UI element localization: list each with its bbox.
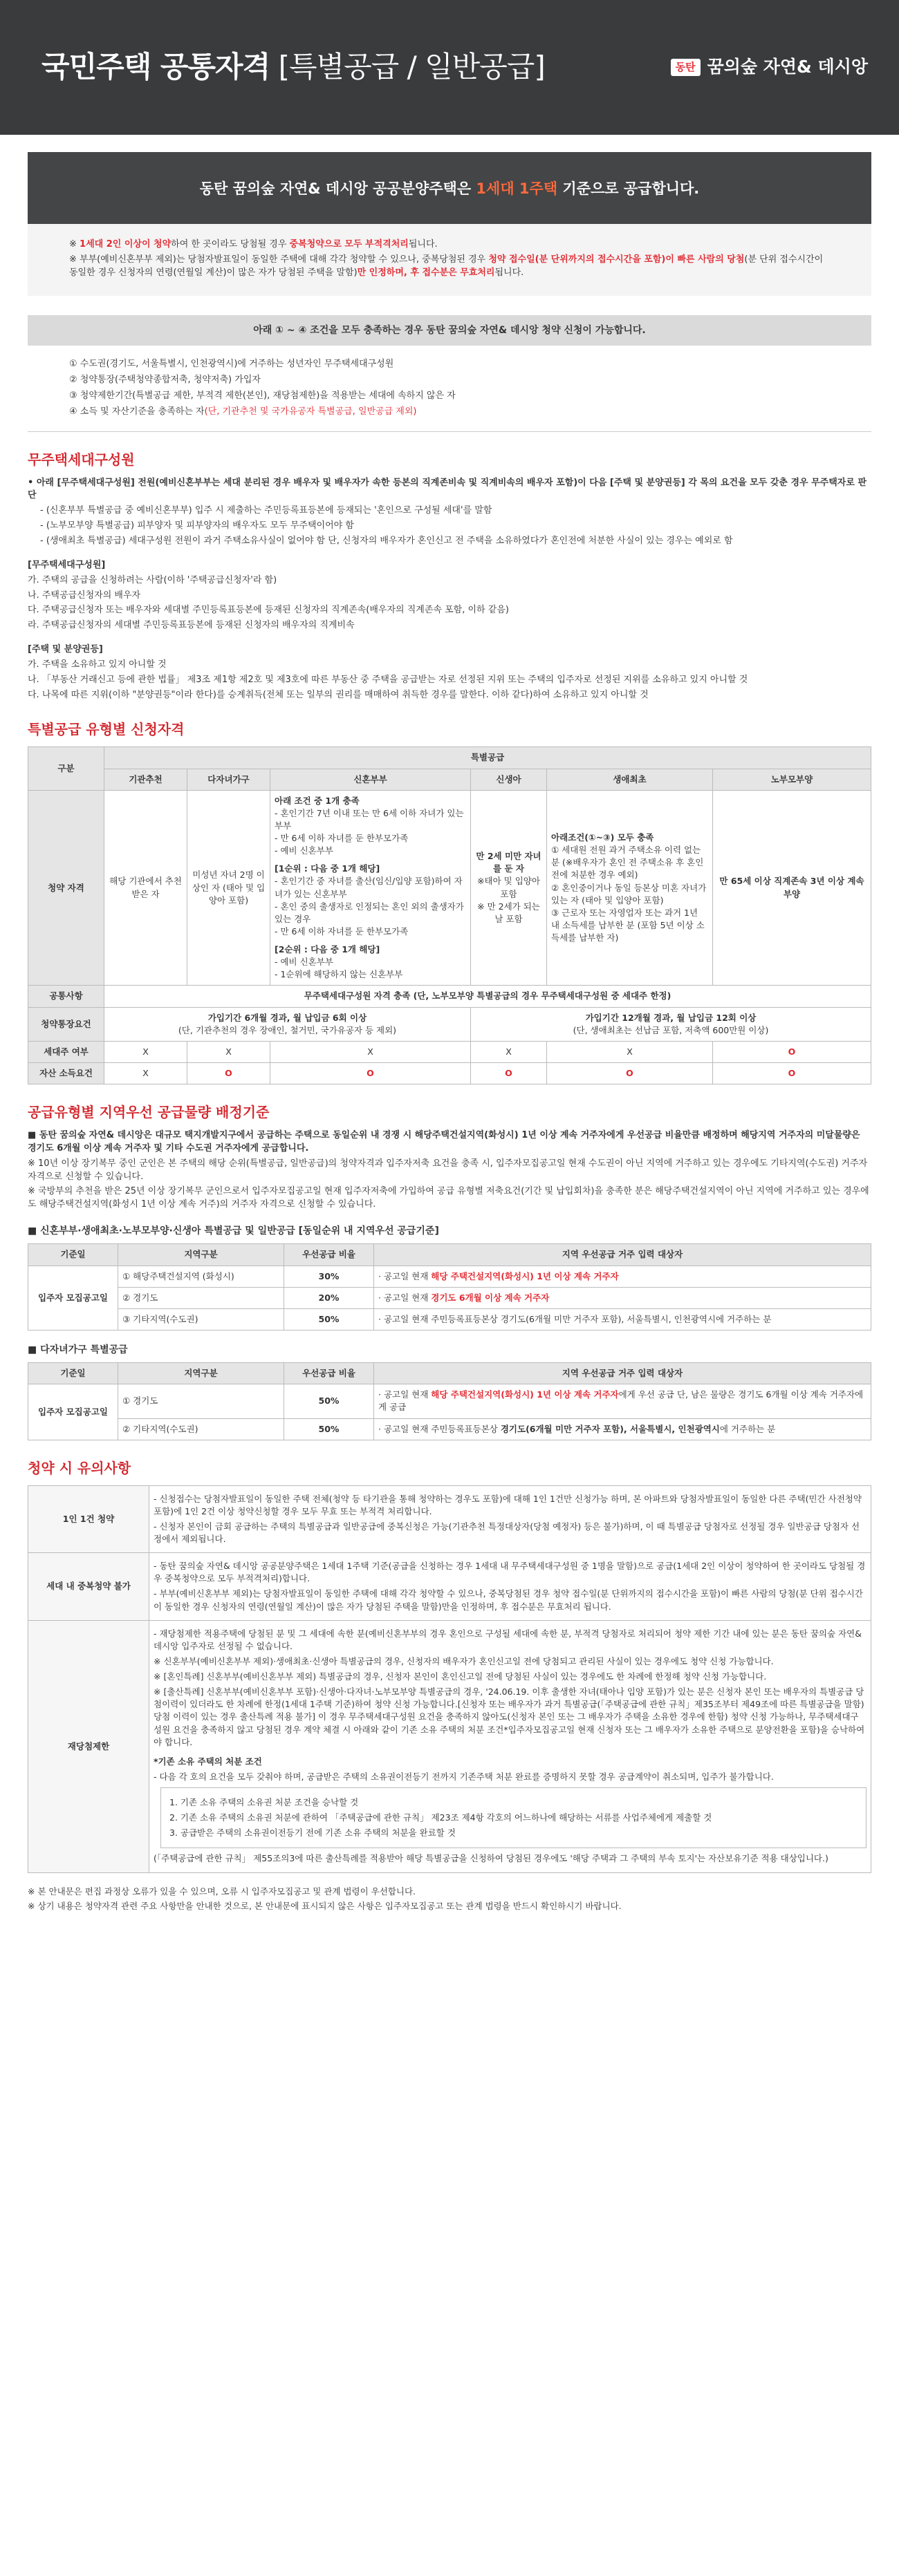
conditions-head: 아래 ① ~ ④ 조건을 모두 충족하는 경우 동탄 꿈의숲 자연& 데시앙 청약 신청이 가능합니다. [28,315,871,346]
table-cell: - 신청접수는 당첨자발표일이 동일한 주택 전체(청약 등 타기관을 통해 청약하는 경우도 포함)에 대해 1인 1건만 신청가능 하며, 본 아파트와 당첨자발표일이 동일한 다른 주택(민간 사전청약포함)에 1인 2건 이상 청약신청할 경우 모두 무효 또는 부적격 처리합니다. - 신청자 본인이 금회 공급하는 주택의 특별공급과 일반공급에 중복신청은 가능(기관추천 특정대상자(당첨 예정자) 등은 불가)하며, 이 때 특별공급 당첨자로 선정될 경우 일반공급 당첨자 선정에서 제외됩니다. [149,1485,871,1553]
list-item: 가. 주택을 소유하고 있지 아니할 것 [28,659,167,670]
conditions-panel [28,315,871,432]
table-cell: 아래 조건 중 1개 충족 - 혼인기간 7년 이내 또는 만 6세 이하 자녀가 있는 부부 - 만 6세 이하 자녀를 둔 한부모가족 - 예비 신혼부부 [1순위 : 다음 중 1개 해당] - 혼인기간 중 자녀를 출산(임신/입양 포함)하여 자녀가 있는 신혼부부 - 혼인 중의 출생자로 인정되는 혼인 외의 출생자가 있는 경우 - 만 6세 이하 자녀를 둔 한부모가족 [2순위 : 다음 중 1개 해당] - 예비 신혼부부 - 1순위에 해당하지 않는 신혼부부 [270,790,471,986]
table-cell: ③ 기타지역(수도권) [118,1308,284,1330]
section-special-supply [28,720,871,1084]
section-title: 공급유형별 지역우선 공급물량 배정기준 [28,1104,270,1121]
row-label: 세대 내 중복청약 불가 [28,1553,149,1621]
table-cell: 만 65세 이상 직계존속 3년 이상 계속 부양 [713,790,871,986]
table-header: 구분 [28,747,104,790]
table-row [28,790,871,986]
row-label: 1인 1건 청약 [28,1485,149,1553]
table-cell: 무주택세대구성원 자격 충족 (단, 노부모부양 특별공급의 경우 무주택세대구성원 중 세대주 한정) [104,986,871,1007]
table-cell: ② 기타지역(수도권) [118,1418,284,1440]
table-header: 생애최초 [547,769,713,790]
section-homeless [28,450,871,702]
table-row [28,1041,871,1062]
table-cell: ② 경기도 [118,1287,284,1308]
page-title: 국민주택 공통자격 [특별공급 / 일반공급] [41,50,545,84]
table-row [28,1418,871,1440]
condition-box: 1. 기존 소유 주택의 소유권 처분 조건을 승낙할 것 2. 기존 소유 주택의 소유권 처분에 관하여 「주택공급에 관한 규칙」 제23조 제4항 각호의 어느하나에 해당하는 서류를 사업주체에게 제출할 것 3. 공급받은 주택의 소유권이전등기 전에 기존 소유 주택의 처분을 완료할 것 [160,1787,866,1848]
table-row [28,1062,871,1084]
table-header: 기준일 [28,1363,118,1384]
table-cell: 50% [284,1308,374,1330]
table-cell: O [713,1062,871,1084]
table-cell: 입주자 모집공고일 [28,1266,118,1330]
row-label: 공통사항 [28,986,104,1007]
table-cell: X [471,1041,547,1062]
footer-note: ※ 상기 내용은 청약자격 관련 주요 사항만을 안내한 것으로, 본 안내문에 표시되지 않은 사항은 입주자모집공고 또는 관계 법령을 반드시 확인하시기 바랍니다. [28,1900,622,1911]
table-header: 노부모부양 [713,769,871,790]
table-cell: 20% [284,1287,374,1308]
brand [671,55,868,79]
table-cell: O [187,1062,270,1084]
summary-panel [28,152,871,296]
page-header [0,0,899,135]
table-cell: 입주자 모집공고일 [28,1384,118,1440]
section-precautions [28,1458,871,1873]
table-row [28,1308,871,1330]
footer-note: ※ 본 안내문은 편집 과정상 오류가 있을 수 있으며, 오류 시 입주자모집공고 및 관계 법령이 우선합니다. [28,1886,416,1897]
table-cell: 만 2세 미만 자녀를 둔 자 ※태아 및 입양아 포함 ※ 만 2세가 되는 날 포함 [471,790,547,986]
condition-item: ② 청약통장(주택청약종합저축, 청약저축) 가입자 [69,375,261,386]
summary-note-1: ※ 1세대 2인 이상이 청약하여 한 곳이라도 당첨될 경우 중복청약으로 모두 부적격처리됩니다. [69,239,438,250]
list-item: 나. 주택공급신청자의 배우자 [28,590,141,601]
table-cell: · 공고일 현재 경기도 6개월 이상 계속 거주자 [374,1287,871,1308]
table-cell: · 공고일 현재 해당 주택건설지역(화성시) 1년 이상 계속 거주자에게 우선 공급 단, 남은 물량은 경기도 6개월 이상 계속 거주자에게 공급 [374,1384,871,1418]
table-cell: 가입기간 6개월 경과, 월 납입금 6회 이상 (단, 기관추천의 경우 장애인, 철거민, 국가유공자 등 제외) [104,1007,471,1041]
subhead: [주택 및 분양권등] [28,644,103,655]
row-label: 청약통장요건 [28,1007,104,1041]
table-cell: - 동탄 꿈의숲 자연& 데시앙 공공분양주택은 1세대 1주택 기준(공급을 신청하는 경우 1세대 내 무주택세대구성원 중 1명을 말함)으로 공급(1세대 2인 이상이 청약하여 한 곳이라도 당첨될 경우 중복청약으로 모두 부적격처리)합니다. - 부부(예비신혼부부 제외)는 당첨자발표일이 동일한 주택에 대해 각각 청약할 수 있으나, 중복당첨된 경우 청약 접수일(분 단위까지의 접수시간을 포함)이 빠른 사람의 당첨(분 단위 접수시간이 동일한 경우 신청자의 연령(연월일 계산)이 많은 자가 당첨된 주택을 말함)만을 인정하며, 후 접수분은 무효처리 됩니다. [149,1553,871,1621]
brand-badge: 동탄 [671,59,701,77]
table-cell: X [547,1041,713,1062]
table-header: 지역 우선공급 거주 입력 대상자 [374,1244,871,1266]
table-cell: X [270,1041,471,1062]
subhead: [무주택세대구성원] [28,559,106,570]
table-cell: O [270,1062,471,1084]
table-row [28,1485,871,1553]
row-label: 자산 소득요건 [28,1062,104,1084]
footer-notes [28,1886,871,1912]
table-cell: · 공고일 현재 해당 주택건설지역(화성시) 1년 이상 계속 거주자 [374,1266,871,1287]
section-body [28,477,871,702]
row-label: 청약 자격 [28,790,104,986]
row-label: 재당첨제한 [28,1620,149,1872]
table-header: 기관추천 [104,769,187,790]
table-header: 신혼부부 [270,769,471,790]
lead-text: • 아래 [무주택세대구성원] 전원(예비신혼부부는 세대 분리된 경우 배우자 및 배우자가 속한 등본의 직계존비속 및 직계비속의 배우자 포함)이 다음 [주택 및 분양권등] 각 목의 요건을 모두 갖춘 경우 무주택자로 판단 [28,477,866,501]
regional-table-1 [28,1243,871,1331]
table-cell: O [547,1062,713,1084]
summary-headline: 동탄 꿈의숲 자연& 데시앙 공공분양주택은 1세대 1주택 기준으로 공급합니다. [28,152,871,224]
section-regional-priority [28,1102,871,1440]
table-row [28,1266,871,1287]
condition-item: ① 수도권(경기도, 서울특별시, 인천광역시)에 거주하는 성년자인 무주택세대구성원 [69,359,394,370]
table-header: 지역 우선공급 거주 입력 대상자 [374,1363,871,1384]
note-text: ※ 국방부의 추천을 받은 25년 이상 장기복무 군인으로서 입주자모집공고일 현재 입주자저축에 가입하여 공급 유형별 저축요건(기간 및 납입회차)을 충족한 분은 해당주택건설지역이 아닌 지역에 거주하고 있는 경우에도 해당주택건설지역(화성시 1년 이상 계속 거주)의 거주자 자격으로 신청할 수 있습니다. [28,1186,869,1210]
table-row [28,1287,871,1308]
table-cell: O [471,1062,547,1084]
table-cell: O [713,1041,871,1062]
table-row [28,1553,871,1621]
list-item: 다. 나목에 따른 지위(이하 "분양권등"이라 한다)를 승계취득(전체 또는 일부의 권리를 매매하여 취득한 경우를 말한다. 이하 같다)하여 소유하고 있지 아니할 것 [28,689,649,700]
table-header: 지역구분 [118,1363,284,1384]
bullet-item: - (노부모부양 특별공급) 피부양자 및 피부양자의 배우자도 모두 무주택이어야 함 [40,520,354,532]
summary-notes [28,224,871,296]
list-item: 라. 주택공급신청자의 세대별 주민등록표등본에 등재된 신청자의 배우자의 직계비속 [28,620,355,631]
table-header: 지역구분 [118,1244,284,1266]
precautions-table [28,1485,871,1873]
table-cell: X [104,1062,187,1084]
table-cell: 아래조건(①~③) 모두 충족 ① 세대원 전원 과거 주택소유 이력 없는 분 (※배우자가 혼인 전 주택소유 후 혼인전에 처분한 경우 예외) ② 혼인중이거나 동일 등본상 미혼 자녀가 있는 자 (태아 및 입양아 포함) ③ 근로자 또는 자영업자 또는 과거 1년 내 소득세를 납부한 분 (포함 5년 이상 소득세를 납부한 자) [547,790,713,986]
section-title: 청약 시 유의사항 [28,1459,131,1476]
table-row [28,1620,871,1872]
table-cell: - 재당첨제한 적용주택에 당첨된 분 및 그 세대에 속한 분(예비신혼부부의 경우 혼인으로 구성될 세대에 속한 분, 부적격 당첨자로 처리되어 청약 제한 기간 내에 있는 분은 동탄 꿈의숲 자연& 데시앙 입주자로 선정될 수 없습니다. ※ 신혼부부(예비신혼부부 제외)·생애최초·신생아 특별공급의 경우, 신청자의 배우자가 혼인신고일 전에 당첨되고 관리된 사실이 있는 경우에도 청약 신청 가능합니다. ※ [혼인특례] 신혼부부(예비신혼부부 제외) 특별공급의 경우, 신청자 본인이 혼인신고일 전에 당첨된 사실이 있는 경우에도 한 차례에 한정해 청약 신청 가능합니다. ※ [출산특례] 신혼부부(예비신혼부부 포함)·신생아·다자녀·노부모부양 특별공급의 경우, '24.06.19. 이후 출생한 자녀(태아나 입양 포함)가 있는 분은 신청자 본인 또는 배우자의 특별공급 당첨이력이 있더라도 한 차례에 한정(1세대 1주택 기준)하여 청약 신청 가능합니다.[신청자 또는 배우자가 과거 특별공급(「주택공급에 관한 규칙」제35조부터 제49조에 따른 특별공급을 말함) 당첨 이력이 있는 경우 출산특례 적용 불가] 이 경우 무주택세대구성원 요건을 충족하지 않아도(신청자 본인 또는 그 배우자가 주택을 소유한 경우에 한함) 청약 신청 가능하나, 무주택세대구성원 요건을 충족하지 않고 당첨된 경우 계약 체결 시 아래와 같이 기존 소유 주택의 처분 조건*입주자모집공고일 현재 신청자 또는 그 배우자가 소유한 주택으로 분양전환을 포함)을 승낙하여야 합니다. *기존 소유 주택의 처분 조건 - 다음 각 호의 요건을 모두 갖춰야 하며, 공급받은 주택의 소유권이전등기 전까지 기존주택 처분 완료를 증명하지 못할 경우 공급계약이 취소되며, 입주가 불가합니다. 1. 기존 소유 주택의 소유권 처분 조건을 승낙할 것 2. 기존 소유 주택의 소유권 처분에 관하여 「주택공급에 관한 규칙」 제23조 제4항 각호의 어느하나에 해당하는 서류를 사업주체에게 제출할 것 3. 공급받은 주택의 소유권이전등기 전에 기존 소유 주택의 처분을 완료할 것 (「주택공급에 관한 규칙」 제55조의3에 따른 출산특례를 적용받아 해당 특별공급을 신청하여 당첨된 경우에도 '해당 주택과 그 주택의 부속 토지'는 자산보유기준 적용 대상입니다.) [149,1620,871,1872]
table-cell: 해당 기관에서 추천받은 자 [104,790,187,986]
regional-table-2 [28,1362,871,1440]
table-cell: · 공고일 현재 주민등록표등본상 경기도(6개월 미만 거주자 포함), 서울특별시, 인천광역시에 거주하는 분 [374,1308,871,1330]
list-item: 가. 주택의 공급을 신청하려는 사람(이하 '주택공급신청자'라 함) [28,574,277,585]
table-header: 우선공급 비율 [284,1244,374,1266]
special-supply-table [28,746,871,1084]
table-cell: 미성년 자녀 2명 이상인 자 (태아 및 입양아 포함) [187,790,270,986]
table-cell: ① 경기도 [118,1384,284,1418]
table-header: 다자녀가구 [187,769,270,790]
table-row [28,1384,871,1418]
list-item: 다. 주택공급신청자 또는 배우자와 세대별 주민등록표등본에 등재된 신청자의 직계존속(배우자의 직계존속 포함, 이하 같음) [28,605,509,616]
summary-note-2: ※ 부부(예비신혼부부 제외)는 당첨자발표일이 동일한 주택에 대해 각각 청약할 수 있으나, 중복당첨된 경우 청약 접수일(분 단위까지의 접수시간을 포함)이 빠른 사람의 당첨(분 단위 접수시간이 동일한 경우 신청자의 연령(연월일 계산)이 많은 자가 당첨된 주택을 말함)만 인정하며, 후 접수분은 무효처리됩니다. [69,254,824,279]
section-title: 무주택세대구성원 [28,451,135,468]
table-row [28,1007,871,1041]
table-cell: 50% [284,1384,374,1418]
table-title: ■ 신혼부부·생애최초·노부모부양·신생아 특별공급 및 일반공급 [동일순위 내 지역우선 공급기준] [28,1225,439,1237]
table-header: 특별공급 [104,747,871,769]
table-header: 신생아 [471,769,547,790]
table-header: 기준일 [28,1244,118,1266]
bullet-item: - (생애최초 특별공급) 세대구성원 전원이 과거 주택소유사실이 없어야 함 단, 신청자의 배우자가 혼인신고 전 주택을 소유하였다가 혼인전에 처분한 사실이 있는 경우는 예외로 함 [40,536,733,547]
conditions-list [28,346,871,431]
condition-item: ③ 청약제한기간(특별공급 제한, 부적격 제한(본인), 재당첨제한)을 적용받는 세대에 속하지 않은 자 [69,390,456,401]
table-cell: 50% [284,1418,374,1440]
condition-item: ④ 소득 및 자산기준을 충족하는 자(단, 기관추천 및 국가유공자 특별공급, 일반공급 제외) [69,406,417,417]
row-label: 세대주 여부 [28,1041,104,1062]
bullet-item: - (신혼부부 특별공급 중 예비신혼부부) 입주 시 제출하는 주민등록표등본에 등재되는 '혼인으로 구성될 세대'를 말함 [40,505,492,516]
section-title: 특별공급 유형별 신청자격 [28,721,185,738]
table-cell: ① 해당주택건설지역 (화성시) [118,1266,284,1287]
note-text: ※ 10년 이상 장기복무 중인 군인은 본 주택의 해당 순위(특별공급, 일반공급)의 청약자격과 입주자저축 요건을 충족 시, 입주자모집공고일 현재 수도권이 아닌 지역에 거주하고 있는 경우에도 기타지역(수도권) 거주자 자격으로 신청할 수 있습니다. [28,1158,868,1182]
table-cell: 가입기간 12개월 경과, 월 납입금 12회 이상 (단, 생애최초는 선납금 포함, 저축액 600만원 이상) [471,1007,871,1041]
table-header: 우선공급 비율 [284,1363,374,1384]
table-row [28,986,871,1007]
brand-name: 꿈의숲 자연& 데시앙 [707,57,868,77]
table-cell: 30% [284,1266,374,1287]
lead-text: ■ 동탄 꿈의숲 자연& 데시앙은 대규모 택지개발지구에서 공급하는 주택으로 동일순위 내 경쟁 시 해당주택건설지역(화성시) 1년 이상 계속 거주자에게 우선공급 비율만큼 배정하며 해당지역 거주자의 미달물량은 경기도 6개월 이상 계속 거주자 및 기타 수도권 거주자에게 공급합니다. [28,1130,860,1154]
table-cell: · 공고일 현재 주민등록표등본상 경기도(6개월 미만 거주자 포함), 서울특별시, 인천광역시에 거주하는 분 [374,1418,871,1440]
list-item: 나. 「부동산 거래신고 등에 관한 법률」 제3조 제1항 제2호 및 제3호에 따른 부동산 중 주택을 공급받는 자로 선정된 지위 또는 주택의 입주자로 선정된 지위를 소유하고 있지 아니할 것 [28,674,748,685]
table-cell: X [104,1041,187,1062]
table-title: ■ 다자녀가구 특별공급 [28,1344,128,1355]
table-cell: X [187,1041,270,1062]
